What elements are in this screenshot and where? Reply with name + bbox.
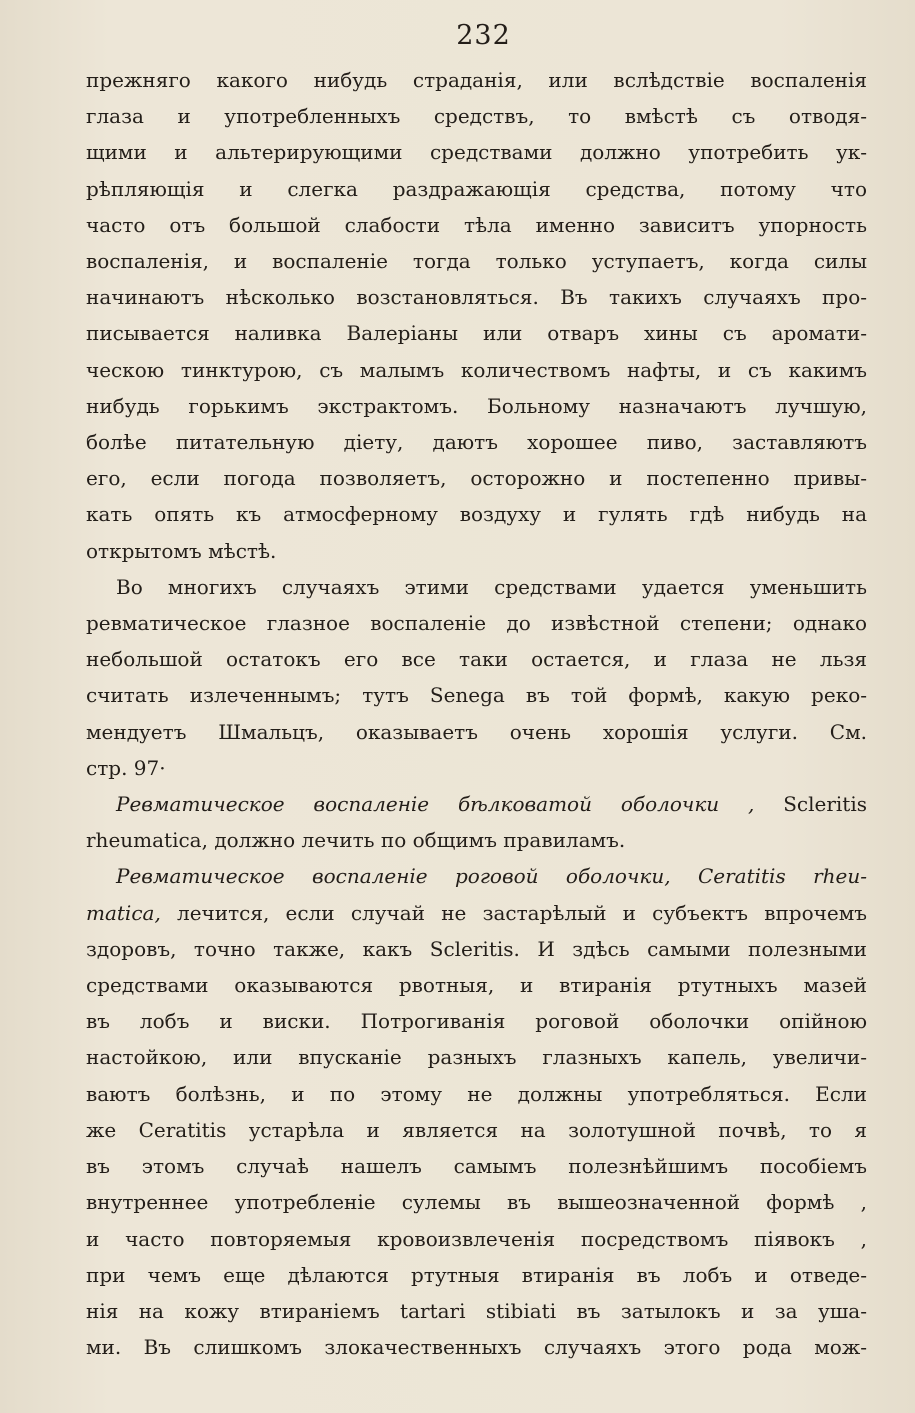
page-number: 232 <box>456 20 511 51</box>
paragraph-1 <box>86 62 867 569</box>
text-line: часто отъ большой слабости тѣла именно зависитъ упорность <box>86 212 867 237</box>
text-line: рѣпляющія и слегка раздражающія средства, потому что <box>86 176 867 201</box>
text-line: стр. 97· <box>86 755 166 780</box>
italic-heading: Ревматическое воспаленіе бѣлковатой оболочки , <box>116 792 755 817</box>
italic-heading: Ревматическое воспаленіе роговой оболочки, Ceratitis rheu- <box>116 864 867 889</box>
text-line: при чемъ еще дѣлаются ртутныя втиранія въ лобъ и отведе- <box>86 1262 867 1287</box>
text-line: его, если погода позволяетъ, осторожно и постепенно привы- <box>86 466 867 491</box>
body-text <box>86 62 867 1365</box>
paragraph-2 <box>86 569 867 786</box>
text-line: внутреннее употребленіе сулемы въ вышеозначенной формѣ , <box>86 1190 867 1215</box>
text-line: мендуетъ Шмальцъ, оказываетъ очень хорошія услуги. См. <box>86 719 867 744</box>
text-line: ваютъ болѣзнь, и по этому не должны употребляться. Если <box>86 1081 867 1106</box>
text-line: щими и альтерирующими средствами должно употребить ук- <box>86 140 867 165</box>
text-line: же Ceratitis устарѣла и является на золотушной почвѣ, то я <box>86 1117 867 1142</box>
text-line: нибудь горькимъ экстрактомъ. Больному назначаютъ лучшую, <box>86 393 867 418</box>
text-line: глаза и употребленныхъ средствъ, то вмѣстѣ съ отводя- <box>86 104 867 129</box>
text-line: настойкою, или впусканіе разныхъ глазныхъ капель, увеличи- <box>86 1045 867 1070</box>
text-line: ревматическое глазное воспаленіе до извѣстной степени; однако <box>86 611 867 636</box>
text-line: средствами оказываются рвотныя, и втиранія ртутныхъ мазей <box>86 973 867 998</box>
text-line: кать опять къ атмосферному воздуху и гулять гдѣ нибудь на <box>86 502 867 527</box>
paragraph-4 <box>86 858 867 1365</box>
paragraph-3 <box>86 786 867 858</box>
text-line: начинаютъ нѣсколько возстановляться. Въ такихъ случаяхъ про- <box>86 285 867 310</box>
text-line: прежняго какого нибудь страданія, или вслѣдствіе воспаленія <box>86 68 867 92</box>
text-line: въ лобъ и виски. Потрогиванія роговой оболочки опійною <box>86 1009 867 1034</box>
text-line <box>86 895 867 931</box>
italic-heading-end: matica, <box>86 900 161 925</box>
text-line: Во многихъ случаяхъ этими средствами удается уменьшить <box>116 574 867 599</box>
text-fragment: лечится, если случай не застарѣлый и субъектъ впрочемъ <box>160 900 867 925</box>
text-line: въ этомъ случаѣ нашелъ самымъ полезнѣйшимъ пособіемъ <box>86 1154 867 1179</box>
text-line: болѣе питательную діету, даютъ хорошее пиво, заставляютъ <box>86 430 867 455</box>
text-line: открытомъ мѣстѣ. <box>86 538 277 563</box>
text-line <box>86 786 867 822</box>
text-line: ми. Въ слишкомъ злокачественныхъ случаяхъ этого рода мож- <box>86 1335 867 1360</box>
text-line: здоровъ, точно также, какъ Scleritis. И здѣсь самыми полезными <box>86 936 867 961</box>
text-line: ческою тинктурою, съ малымъ количествомъ нафты, и съ какимъ <box>86 357 867 382</box>
text-line: воспаленія, и воспаленіе тогда только уступаетъ, когда силы <box>86 249 867 274</box>
text-line: писывается наливка Валеріаны или отваръ хины съ аромати- <box>86 321 867 346</box>
text-line: считать излеченнымъ; тутъ Senega въ той формѣ, какую реко- <box>86 683 867 708</box>
text-line: небольшой остатокъ его все таки остается, и глаза не льзя <box>86 647 867 672</box>
text-fragment: Scleritis <box>754 792 867 817</box>
text-line: нія на кожу втираніемъ tartari stibiati въ затылокъ и за уша- <box>86 1298 867 1323</box>
text-line: rheumatica, должно лечить по общимъ правиламъ. <box>86 828 626 853</box>
text-line: и часто повторяемыя кровоизвлеченія посредствомъ піявокъ , <box>86 1226 867 1251</box>
